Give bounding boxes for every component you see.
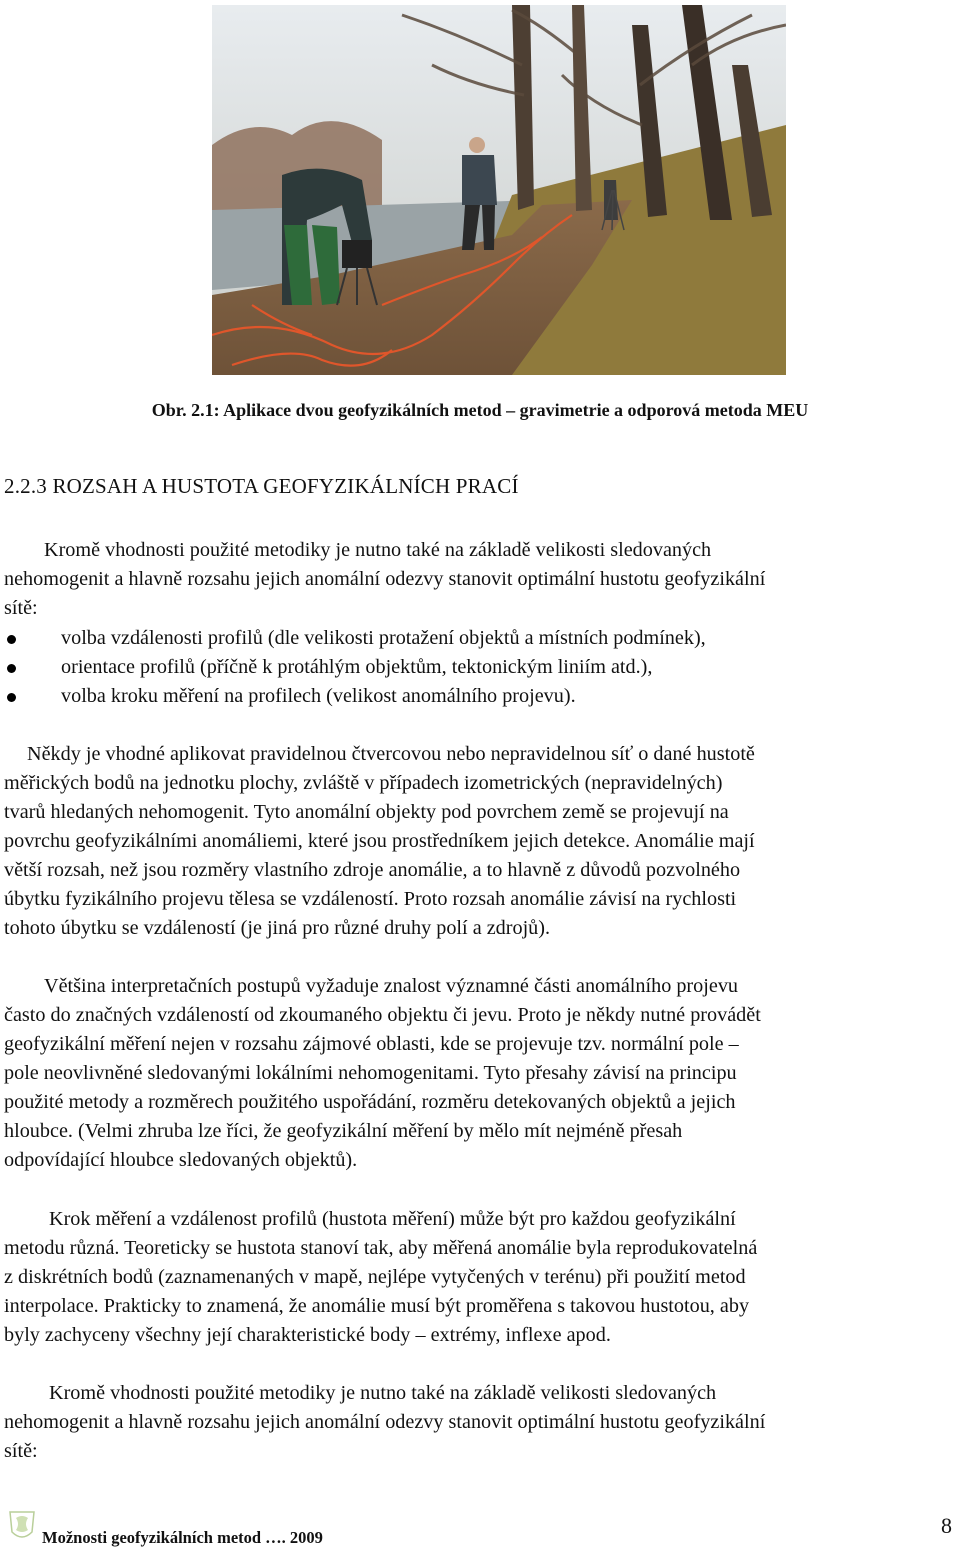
section-heading: 2.2.3 ROZSAH A HUSTOTA GEOFYZIKÁLNÍCH PRACÍ bbox=[4, 474, 519, 498]
bullet-icon bbox=[7, 664, 16, 673]
list-item: orientace profilů (příčně k protáhlým objektům, tektonickým liniím atd.), bbox=[0, 653, 960, 682]
bullet-icon bbox=[7, 635, 16, 644]
page-number: 8 bbox=[941, 1513, 952, 1538]
paragraph-interpretation: Většina interpretačních postupů vyžaduje znalost významné části anomálního projevu často do značných vzdáleností od zkoumaného objektu či jevu. Proto je někdy nutné provádět geofyzikální měření nejen v rozsahu zájmové oblasti, kde se projevuje tzv. normální pole – pole neovlivněné sledovanými lokálními nehomogenitami. Tyto přesahy závisí na principu použité metody a rozměrech použitého uspořádání, rozměru detekovaných objektů a jejich hloubce. (Velmi zhruba lze říci, že geofyzikální měření by mělo mít nejméně přesah odpovídající hloubce sledovaných objektů). bbox=[4, 975, 761, 1171]
photo-illustration bbox=[212, 5, 786, 375]
figure-caption: Obr. 2.1: Aplikace dvou geofyzikálních metod – gravimetrie a odporová metoda MEU bbox=[151, 400, 809, 420]
criteria-list bbox=[0, 624, 960, 711]
paragraph-grid: Někdy je vhodné aplikovat pravidelnou čtvercovou nebo nepravidelnou síť o dané hustotě měřických bodů na jednotku plochy, zvláště v případech izometrických (nepravidelných) tvarů hledaných nehomogenit. Tyto anomální objekty pod povrchem země se projevují na povrchu geofyzikálními anomáliemi, které jsou prostředníkem jejich detekce. Anomálie mají větší rozsah, než jsou rozměry vlastního zdroje anomálie, a to hlavně z důvodů pozvolného úbytku fyzikálního projevu tělesa se vzdáleností. Proto rozsah anomálie závisí na rychlosti tohoto úbytku se vzdáleností (je jiná pro různé druhy polí a zdrojů). bbox=[4, 743, 755, 939]
institution-logo-icon bbox=[6, 1508, 38, 1544]
field-survey-photo bbox=[212, 5, 786, 375]
paragraph-intro: Kromě vhodnosti použité metodiky je nutno také na základě velikosti sledovaných nehomogenit a hlavně rozsahu jejich anomální odezvy stanovit optimální hustotu geofyzikální sítě: bbox=[4, 539, 766, 619]
bullet-icon bbox=[7, 693, 16, 702]
list-item: volba vzdálenosti profilů (dle velikosti protažení objektů a místních podmínek), bbox=[0, 624, 960, 653]
footer-title: Možnosti geofyzikálních metod …. 2009 bbox=[42, 1528, 323, 1547]
list-item: volba kroku měření na profilech (velikost anomálního projevu). bbox=[0, 682, 960, 711]
paragraph-repeat: Kromě vhodnosti použité metodiky je nutno také na základě velikosti sledovaných nehomogenit a hlavně rozsahu jejich anomální odezvy stanovit optimální hustotu geofyzikální sítě: bbox=[4, 1382, 766, 1462]
paragraph-step: Krok měření a vzdálenost profilů (hustota měření) může být pro každou geofyzikální metodu různá. Teoreticky se hustota stanoví tak, aby měřená anomálie byla reprodukovatelná z diskrétních bodů (zaznamenaných v mapě, nejlépe vytyčených v terénu) při použití metod interpolace. Prakticky to znamená, že anomálie musí být proměřena s takovou hustotou, aby byly zachyceny všechny její charakteristické body – extrémy, inflexe apod. bbox=[4, 1208, 758, 1346]
